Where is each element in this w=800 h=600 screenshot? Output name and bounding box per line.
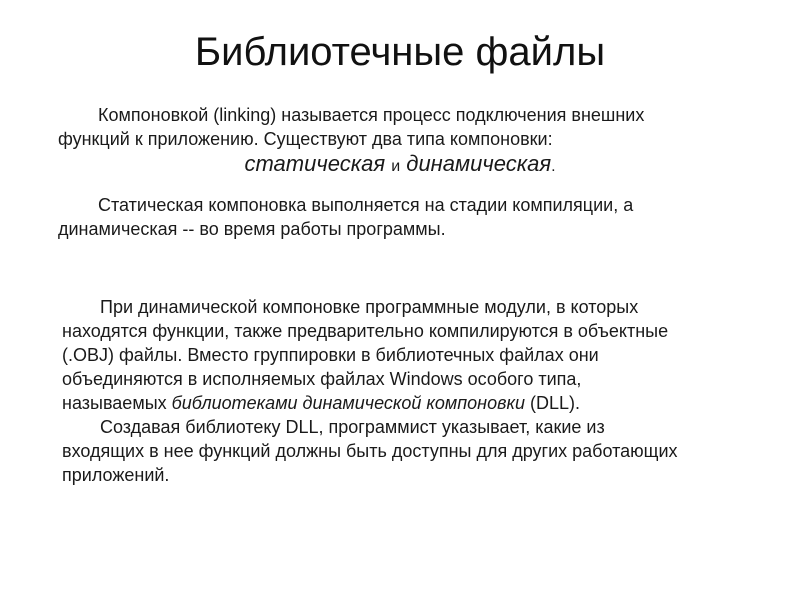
paragraph-dynamic-linking: [62, 295, 762, 487]
p3-line-5-pre: называемых: [62, 393, 172, 413]
slide-title: Библиотечные файлы: [194, 30, 606, 74]
type-static: статическая: [244, 151, 386, 176]
type-dynamic: динамическая: [406, 151, 552, 176]
p2-line-2: динамическая -- во время работы программы.: [58, 219, 446, 239]
type-conjunction: и: [391, 158, 401, 175]
paragraph-linking-stages: [58, 193, 758, 241]
p2-line-1: Статическая компоновка выполняется на стадии компиляции, а: [98, 195, 634, 215]
type-period: .: [551, 158, 556, 175]
p3-line-2: находятся функции, также предварительно компилируются в объектные: [62, 321, 669, 341]
linking-types-line: [0, 150, 800, 181]
p3-line-5-post: (DLL).: [525, 393, 581, 413]
p3-line-4: объединяются в исполняемых файлах Windows особого типа,: [62, 369, 582, 389]
p3-line-3: (.OBJ) файлы. Вместо группировки в библиотечных файлах они: [62, 345, 599, 365]
p3-line-7: входящих в нее функций должны быть доступны для других работающих: [62, 441, 678, 461]
p3-line-1: При динамической компоновке программные модули, в которых: [100, 297, 639, 317]
p3-line-8: приложений.: [62, 465, 170, 485]
p1-line-1: Компоновкой (linking) называется процесс подключения внешних: [98, 105, 645, 125]
p3-line-6: Создавая библиотеку DLL, программист указывает, какие из: [100, 417, 605, 437]
dll-term: библиотеками динамической компоновки: [171, 393, 526, 413]
p1-line-2: функций к приложению. Существуют два типа компоновки:: [58, 129, 553, 149]
paragraph-linking-definition: [58, 103, 758, 151]
